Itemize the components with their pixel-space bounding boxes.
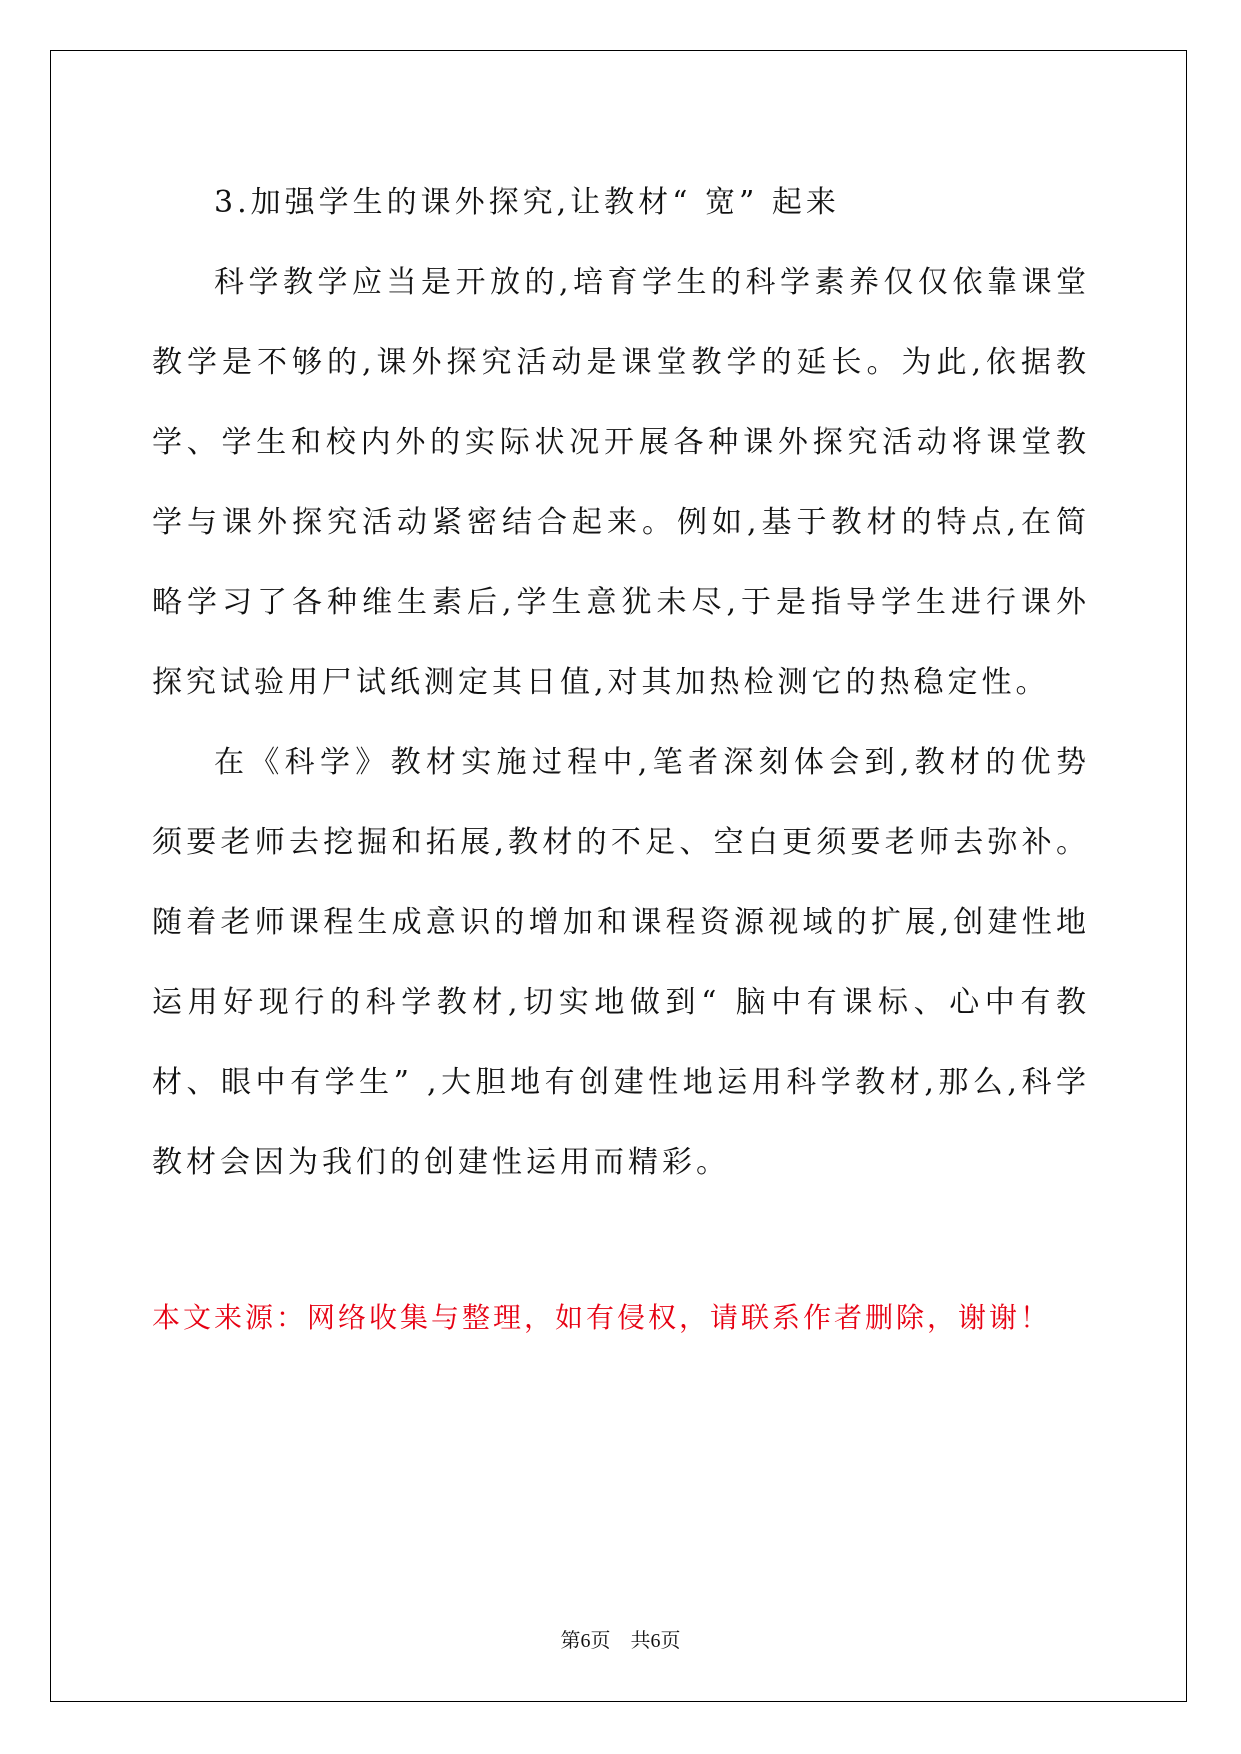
page-footer: 第6页 共6页 [560, 1630, 681, 1652]
paragraph-1: 科学教学应当是开放的,培育学生的科学素养仅仅依靠课堂教学是不够的,课外探究活动是课堂教学的延长。为此,依据教学、学生和校内外的实际状况开展各种课外探究活动将课堂教学与课外探究活动紧密结合起来。例如,基于教材的特点,在简略学习了各种维生素后,学生意犹未尽,于是指导学生进行课外探究试验用尸试纸测定其日值,对其加热检测它的热稳定性。 [152, 265, 1090, 700]
paragraph-2: 在《科学》教材实施过程中,笔者深刻体会到,教材的优势须要老师去挖掘和拓展,教材的不足、空白更须要老师去弥补。随着老师课程生成意识的增加和课程资源视域的扩展,创建性地运用好现行的科学教材,切实地做到“ 脑中有课标、心中有教材、眼中有学生” ,大胆地有创建性地运用科学教材,那么,科学教材会因为我们的创建性运用而精彩。 [152, 745, 1090, 1180]
source-note: 本文来源：网络收集与整理，如有侵权，请联系作者删除，谢谢！ [152, 1301, 1052, 1334]
section-heading: 3.加强学生的课外探究,让教材“ 宽” 起来 [214, 185, 840, 220]
document-body [152, 163, 1090, 1203]
